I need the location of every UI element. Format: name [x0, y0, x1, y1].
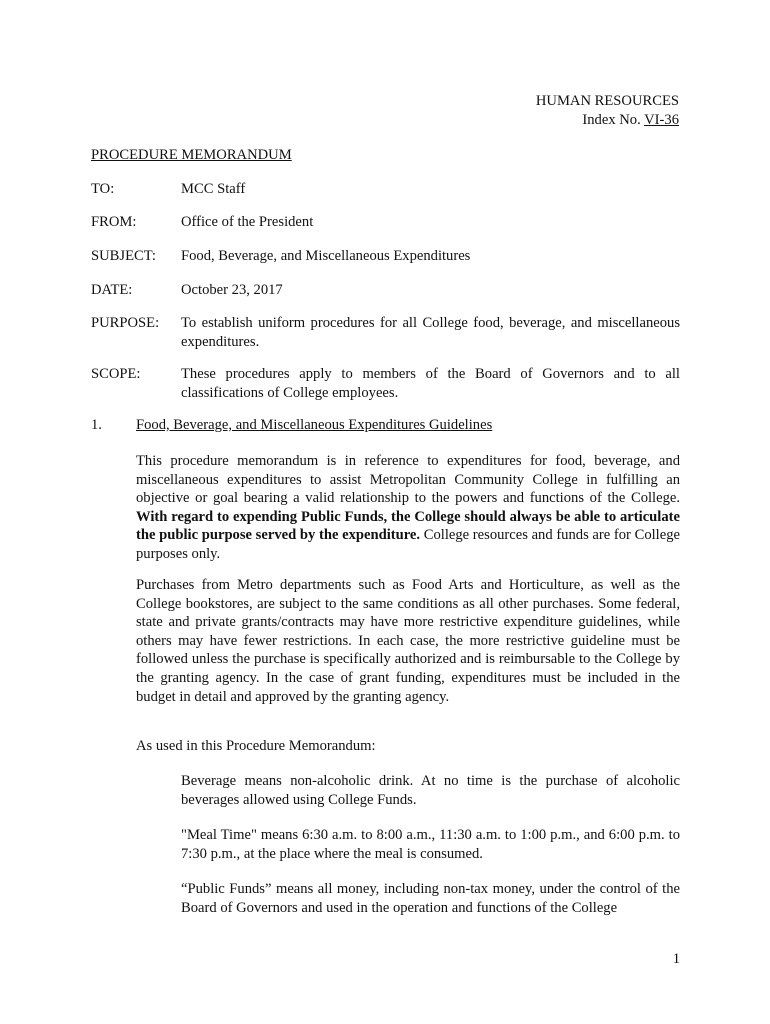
field-date-value: October 23, 2017	[181, 282, 283, 298]
index-prefix: Index No.	[582, 112, 645, 128]
field-to-value: MCC Staff	[181, 181, 246, 197]
memo-title: PROCEDURE MEMORANDUM	[91, 147, 292, 163]
index-number: VI-36	[644, 112, 679, 128]
field-subject-value: Food, Beverage, and Miscellaneous Expenditures	[181, 248, 471, 264]
definition-beverage: Beverage means non-alcoholic drink. At no time is the purchase of alcoholic beverages allowed using College Funds.	[181, 773, 680, 808]
page-number: 1	[672, 951, 680, 967]
field-subject	[91, 247, 680, 266]
section-number: 1.	[91, 417, 102, 433]
paragraph-purpose-statement	[136, 452, 680, 564]
definition-public-funds: “Public Funds” means all money, including non-tax money, under the control of the Board of Governors and used in the operation and functions of the College	[181, 881, 680, 916]
document-header	[536, 92, 679, 130]
field-scope-value: These procedures apply to members of the Board of Governors and to all classifications of College employees.	[181, 366, 680, 401]
field-from-value: Office of the President	[181, 214, 314, 230]
paragraph-purchases: Purchases from Metro departments such as Food Arts and Horticulture, as well as the College bookstores, are subject to the same conditions as all other purchases. Some federal, state and private grants/contracts may have more restrictive expenditure guidelines, while others may have fewer restrictions. In each case, the more restrictive guideline must be followed unless the purchase is specifically authorized and is reimbursable to the College by the granting agency. In the case of grant funding, expenditures must be included in the budget in detail and approved by the granting agency.	[136, 577, 680, 705]
field-date-label: DATE:	[91, 282, 133, 298]
field-purpose	[91, 314, 680, 352]
field-to	[91, 180, 680, 199]
field-from	[91, 213, 680, 232]
field-from-label: FROM:	[91, 214, 137, 230]
paragraph-definitions-intro: As used in this Procedure Memorandum:	[136, 738, 376, 754]
department-name: HUMAN RESOURCES	[535, 93, 679, 109]
definition-meal-time: "Meal Time" means 6:30 a.m. to 8:00 a.m., 11:30 a.m. to 1:00 p.m., and 6:00 p.m. to 7:30 p.m., at the place where the meal is consumed.	[181, 827, 680, 862]
paragraph-1-start: This procedure memorandum is in reference to expenditures for food, beverage, and miscellaneous expenditures to assist Metropolitan Community College in fulfilling an objective or goal bearing a valid relationship to the powers and functions of the College.	[136, 453, 680, 507]
field-subject-label: SUBJECT:	[91, 248, 156, 264]
paragraph-1-bold: With regard to expending Public Funds, the College should always be able to articulate the public purpose served by the expenditure.	[136, 508, 680, 544]
field-scope-label: SCOPE:	[91, 366, 141, 382]
field-scope	[91, 365, 680, 403]
field-to-label: TO:	[91, 181, 115, 197]
section-1-heading	[91, 416, 680, 435]
index-number-line	[536, 111, 679, 130]
field-purpose-value: To establish uniform procedures for all College food, beverage, and miscellaneous expenditures.	[181, 315, 680, 350]
paragraph-1-end: College resources and funds are for College purposes only.	[136, 527, 680, 562]
section-title: Food, Beverage, and Miscellaneous Expenditures Guidelines	[136, 417, 493, 433]
field-date	[91, 281, 680, 300]
field-purpose-label: PURPOSE:	[91, 315, 160, 331]
